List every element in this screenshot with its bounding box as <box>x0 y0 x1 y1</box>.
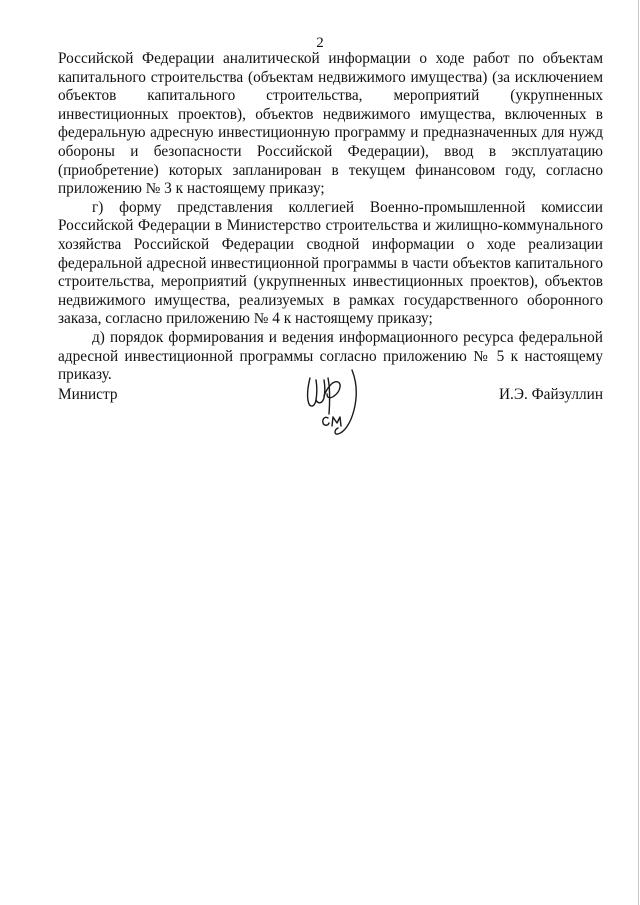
paragraph-item-g: г) форму представления коллегией Военно-промышленной комиссии Российской Федерации в Министерство строительства и жилищно-коммунального хозяйства Российской Федерации сводной информации о ходе реализации федеральной адресной инвестиционной программы в части объектов капитального строительства, мероприятий (укрупненных инвестиционных проектов), объектов недвижимого имущества, реализуемых в рамках государственного оборонного заказа, согласно приложению № 4 к настоящему приказу; <box>58 198 603 328</box>
page-number: 2 <box>316 35 324 51</box>
handwritten-signature <box>300 366 370 438</box>
page-edge-line <box>638 0 639 905</box>
paragraph-continuation: Российской Федерации аналитической информации о ходе работ по объектам капитального строительства (объектам недвижимого имущества) (за исключением объектов капитального строительства, мероприятий (укрупненных инвестиционных проектов), объектов недвижимого имущества, включенных в федеральную адресную инвестиционную программу и предназначенных для нужд обороны и безопасности Российской Федерации), ввод в эксплуатацию (приобретение) которых запланирован в текущем финансовом году, согласно приложению № 3 к настоящему приказу; <box>58 50 603 198</box>
signer-position: Министр <box>58 386 118 403</box>
signer-name: И.Э. Файзуллин <box>498 386 603 403</box>
document-body <box>58 50 603 385</box>
paragraph-item-d: д) порядок формирования и ведения информационного ресурса федеральной адресной инвестиционной программы согласно приложению № 5 к настоящему приказу. <box>58 328 603 384</box>
